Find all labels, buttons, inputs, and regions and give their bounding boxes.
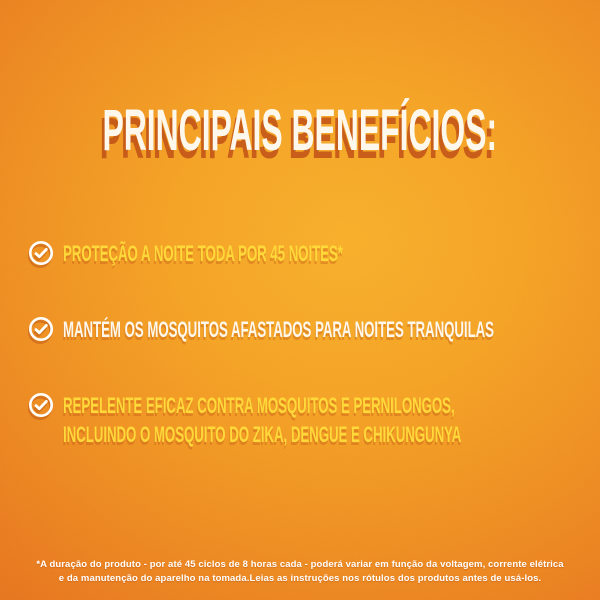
benefit-text: PROTEÇÃO A NOITE TODA POR 45 NOITES*	[63, 241, 343, 266]
benefit-item-calm-nights	[28, 316, 600, 342]
benefits-header	[0, 98, 600, 162]
benefit-text-line1: REPELENTE EFICAZ CONTRA MOSQUITOS E PERNILONGOS,	[63, 393, 455, 418]
benefit-text-line2: INCLUINDO O MOSQUITO DO ZIKA, DENGUE E CHIKUNGUNYA	[63, 422, 462, 447]
check-circle-icon	[28, 392, 54, 418]
check-circle-icon	[28, 240, 54, 266]
legal-disclaimer	[0, 558, 600, 586]
benefit-text: MANTÉM OS MOSQUITOS AFASTADOS PARA NOITES TRANQUILAS	[63, 317, 494, 342]
disclaimer-line2: e da manutenção do aparelho na tomada.Leias as instruções nos rótulos dos produtos antes de usá-los.	[58, 573, 542, 584]
disclaimer-line1: *A duração do produto - por até 45 ciclos de 8 horas cada - poderá variar em função da voltagem, corrente elétrica	[36, 559, 564, 570]
benefit-item-protection	[28, 240, 530, 266]
page-title: PRINCIPAIS BENEFÍCIOS:	[102, 97, 498, 163]
benefit-item-repellent	[28, 392, 600, 447]
check-circle-icon	[28, 316, 54, 342]
